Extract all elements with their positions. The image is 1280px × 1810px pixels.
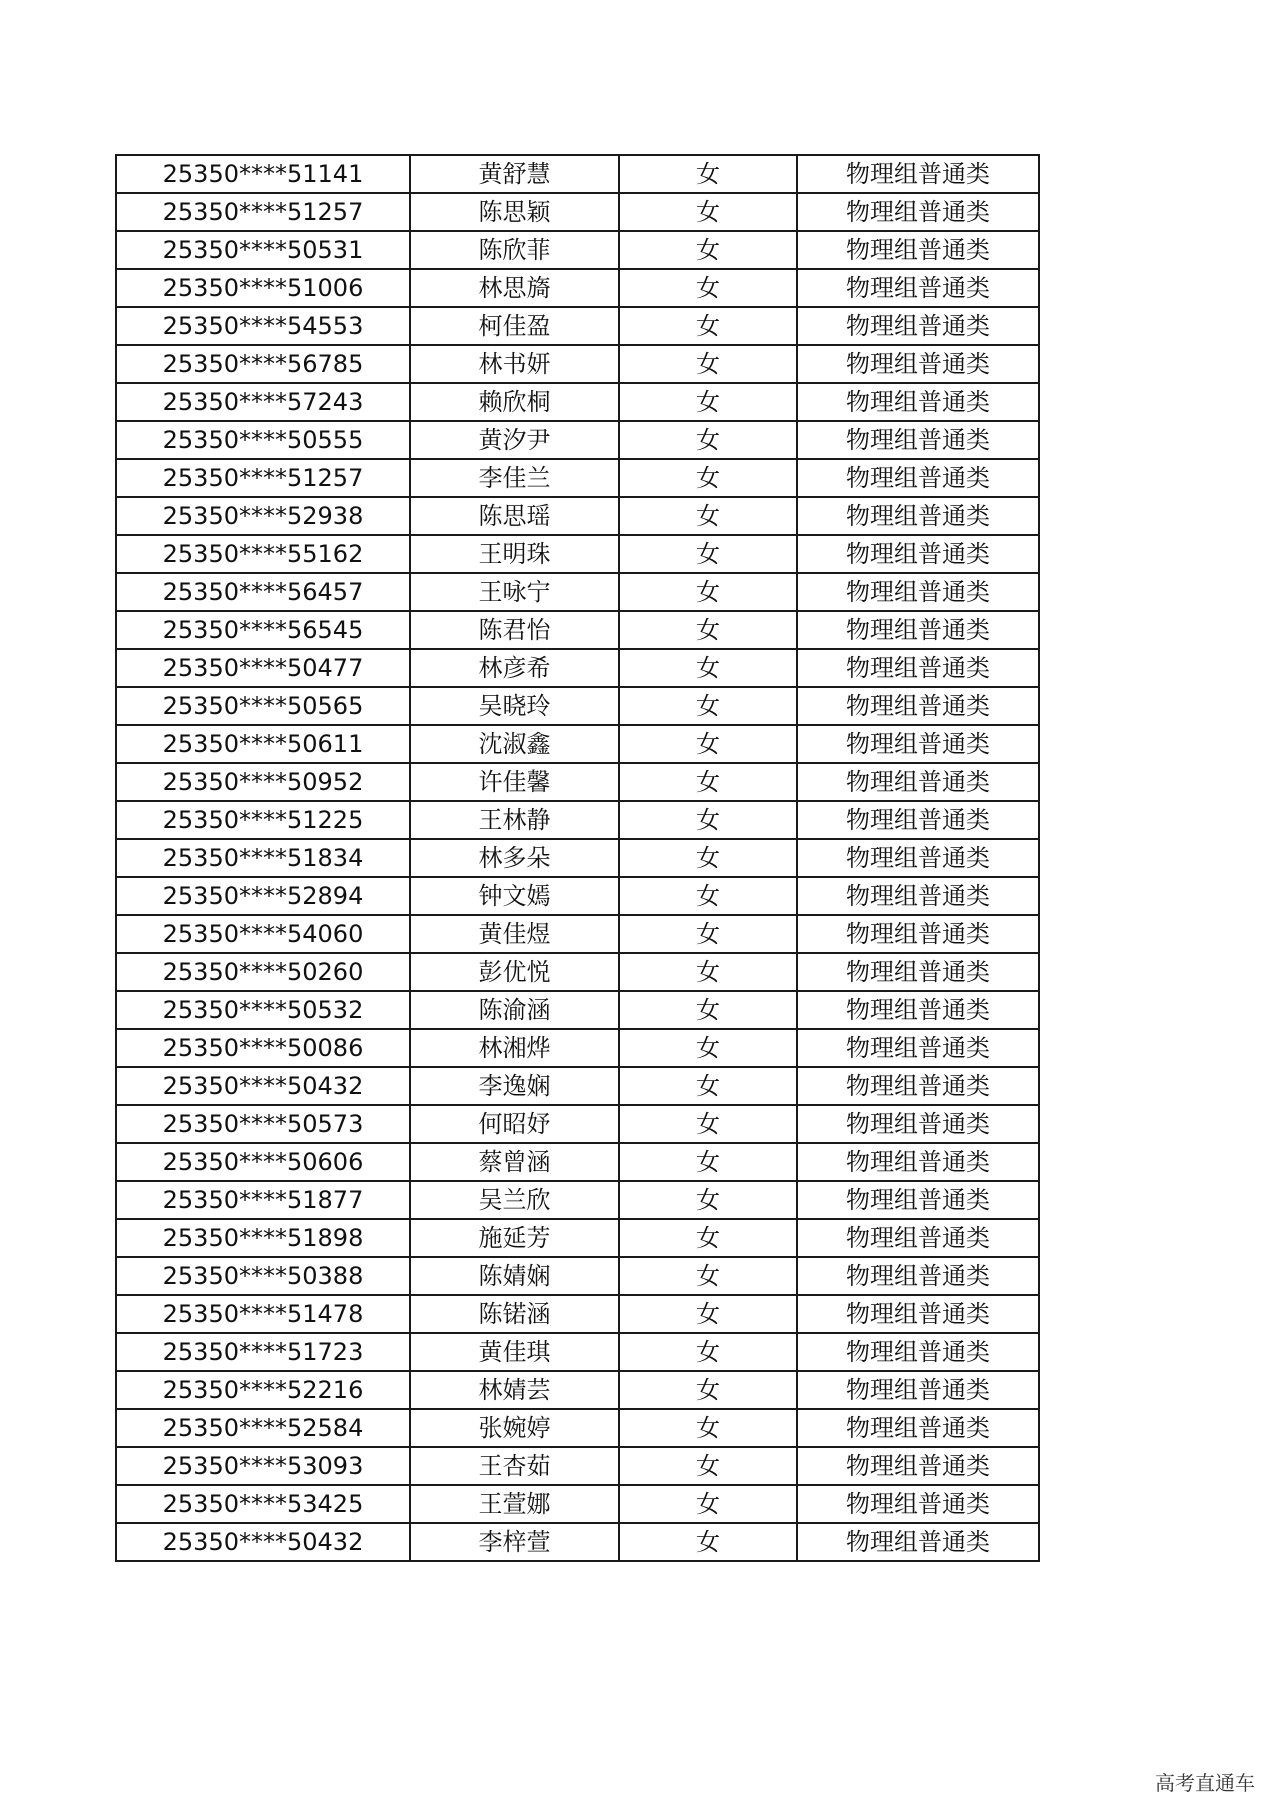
gender-cell: 女 <box>619 1029 797 1067</box>
student-name-cell: 陈锘涵 <box>410 1295 619 1333</box>
candidate-id-cell: 25350****50952 <box>116 763 410 801</box>
category-cell: 物理组普通类 <box>797 573 1039 611</box>
gender-cell: 女 <box>619 1371 797 1409</box>
gender-cell: 女 <box>619 839 797 877</box>
student-name-cell: 吴晓玲 <box>410 687 619 725</box>
gender-cell: 女 <box>619 383 797 421</box>
student-name-cell: 林多朵 <box>410 839 619 877</box>
candidate-id-cell: 25350****50531 <box>116 231 410 269</box>
table-row <box>116 915 1039 953</box>
gender-cell: 女 <box>619 725 797 763</box>
category-cell: 物理组普通类 <box>797 877 1039 915</box>
candidate-id-cell: 25350****51257 <box>116 459 410 497</box>
category-cell: 物理组普通类 <box>797 1371 1039 1409</box>
category-cell: 物理组普通类 <box>797 1447 1039 1485</box>
gender-cell: 女 <box>619 1067 797 1105</box>
category-cell: 物理组普通类 <box>797 345 1039 383</box>
category-cell: 物理组普通类 <box>797 231 1039 269</box>
candidate-id-cell: 25350****55162 <box>116 535 410 573</box>
gender-cell: 女 <box>619 1523 797 1561</box>
table-row <box>116 687 1039 725</box>
category-cell: 物理组普通类 <box>797 1181 1039 1219</box>
table-row <box>116 839 1039 877</box>
table-row <box>116 611 1039 649</box>
table-row <box>116 497 1039 535</box>
table-row <box>116 421 1039 459</box>
student-name-cell: 林思旖 <box>410 269 619 307</box>
category-cell: 物理组普通类 <box>797 497 1039 535</box>
admission-list-table <box>115 154 1040 1562</box>
category-cell: 物理组普通类 <box>797 1029 1039 1067</box>
candidate-id-cell: 25350****51141 <box>116 155 410 193</box>
category-cell: 物理组普通类 <box>797 459 1039 497</box>
gender-cell: 女 <box>619 155 797 193</box>
candidate-id-cell: 25350****50565 <box>116 687 410 725</box>
category-cell: 物理组普通类 <box>797 915 1039 953</box>
gender-cell: 女 <box>619 611 797 649</box>
student-name-cell: 赖欣桐 <box>410 383 619 421</box>
category-cell: 物理组普通类 <box>797 1485 1039 1523</box>
category-cell: 物理组普通类 <box>797 1219 1039 1257</box>
gender-cell: 女 <box>619 763 797 801</box>
table-row <box>116 307 1039 345</box>
student-name-cell: 张婉婷 <box>410 1409 619 1447</box>
candidate-id-cell: 25350****50606 <box>116 1143 410 1181</box>
gender-cell: 女 <box>619 1333 797 1371</box>
gender-cell: 女 <box>619 1257 797 1295</box>
table-row <box>116 1143 1039 1181</box>
candidate-id-cell: 25350****50086 <box>116 1029 410 1067</box>
candidate-id-cell: 25350****50432 <box>116 1067 410 1105</box>
gender-cell: 女 <box>619 1485 797 1523</box>
gender-cell: 女 <box>619 649 797 687</box>
admission-list-table-wrap <box>115 154 1040 1562</box>
table-row <box>116 649 1039 687</box>
table-row <box>116 231 1039 269</box>
table-row <box>116 459 1039 497</box>
student-name-cell: 吴兰欣 <box>410 1181 619 1219</box>
gender-cell: 女 <box>619 1181 797 1219</box>
table-row <box>116 573 1039 611</box>
student-name-cell: 王明珠 <box>410 535 619 573</box>
table-body <box>116 155 1039 1561</box>
student-name-cell: 李梓萱 <box>410 1523 619 1561</box>
candidate-id-cell: 25350****50532 <box>116 991 410 1029</box>
category-cell: 物理组普通类 <box>797 155 1039 193</box>
candidate-id-cell: 25350****56545 <box>116 611 410 649</box>
gender-cell: 女 <box>619 1143 797 1181</box>
category-cell: 物理组普通类 <box>797 839 1039 877</box>
student-name-cell: 黄舒慧 <box>410 155 619 193</box>
candidate-id-cell: 25350****51723 <box>116 1333 410 1371</box>
category-cell: 物理组普通类 <box>797 1523 1039 1561</box>
student-name-cell: 黄汐尹 <box>410 421 619 459</box>
student-name-cell: 黄佳琪 <box>410 1333 619 1371</box>
candidate-id-cell: 25350****50555 <box>116 421 410 459</box>
candidate-id-cell: 25350****56785 <box>116 345 410 383</box>
table-row <box>116 1523 1039 1561</box>
student-name-cell: 施延芳 <box>410 1219 619 1257</box>
table-row <box>116 535 1039 573</box>
table-row <box>116 345 1039 383</box>
category-cell: 物理组普通类 <box>797 725 1039 763</box>
category-cell: 物理组普通类 <box>797 1067 1039 1105</box>
student-name-cell: 钟文嫣 <box>410 877 619 915</box>
gender-cell: 女 <box>619 497 797 535</box>
table-row <box>116 193 1039 231</box>
candidate-id-cell: 25350****56457 <box>116 573 410 611</box>
table-row <box>116 383 1039 421</box>
gender-cell: 女 <box>619 1409 797 1447</box>
gender-cell: 女 <box>619 345 797 383</box>
candidate-id-cell: 25350****51898 <box>116 1219 410 1257</box>
gender-cell: 女 <box>619 421 797 459</box>
gender-cell: 女 <box>619 307 797 345</box>
student-name-cell: 蔡曾涵 <box>410 1143 619 1181</box>
student-name-cell: 沈淑鑫 <box>410 725 619 763</box>
gender-cell: 女 <box>619 687 797 725</box>
candidate-id-cell: 25350****51478 <box>116 1295 410 1333</box>
table-row <box>116 1295 1039 1333</box>
gender-cell: 女 <box>619 459 797 497</box>
student-name-cell: 陈君怡 <box>410 611 619 649</box>
student-name-cell: 陈思颖 <box>410 193 619 231</box>
student-name-cell: 黄佳煜 <box>410 915 619 953</box>
category-cell: 物理组普通类 <box>797 421 1039 459</box>
candidate-id-cell: 25350****52584 <box>116 1409 410 1447</box>
student-name-cell: 陈渝涵 <box>410 991 619 1029</box>
student-name-cell: 李佳兰 <box>410 459 619 497</box>
student-name-cell: 王萱娜 <box>410 1485 619 1523</box>
candidate-id-cell: 25350****50477 <box>116 649 410 687</box>
table-row <box>116 1485 1039 1523</box>
category-cell: 物理组普通类 <box>797 1409 1039 1447</box>
category-cell: 物理组普通类 <box>797 801 1039 839</box>
candidate-id-cell: 25350****54060 <box>116 915 410 953</box>
table-row <box>116 269 1039 307</box>
category-cell: 物理组普通类 <box>797 269 1039 307</box>
table-row <box>116 1257 1039 1295</box>
category-cell: 物理组普通类 <box>797 953 1039 991</box>
candidate-id-cell: 25350****50260 <box>116 953 410 991</box>
student-name-cell: 林湘烨 <box>410 1029 619 1067</box>
student-name-cell: 许佳馨 <box>410 763 619 801</box>
gender-cell: 女 <box>619 269 797 307</box>
gender-cell: 女 <box>619 573 797 611</box>
candidate-id-cell: 25350****52938 <box>116 497 410 535</box>
candidate-id-cell: 25350****50611 <box>116 725 410 763</box>
table-row <box>116 1409 1039 1447</box>
candidate-id-cell: 25350****52894 <box>116 877 410 915</box>
candidate-id-cell: 25350****53093 <box>116 1447 410 1485</box>
gender-cell: 女 <box>619 991 797 1029</box>
table-row <box>116 991 1039 1029</box>
table-row <box>116 1219 1039 1257</box>
student-name-cell: 柯佳盈 <box>410 307 619 345</box>
candidate-id-cell: 25350****53425 <box>116 1485 410 1523</box>
table-row <box>116 1029 1039 1067</box>
student-name-cell: 陈思瑶 <box>410 497 619 535</box>
candidate-id-cell: 25350****51877 <box>116 1181 410 1219</box>
gender-cell: 女 <box>619 801 797 839</box>
student-name-cell: 陈婧娴 <box>410 1257 619 1295</box>
category-cell: 物理组普通类 <box>797 649 1039 687</box>
watermark-text: 高考直通车 <box>1155 1771 1255 1795</box>
candidate-id-cell: 25350****52216 <box>116 1371 410 1409</box>
category-cell: 物理组普通类 <box>797 1143 1039 1181</box>
student-name-cell: 陈欣菲 <box>410 231 619 269</box>
student-name-cell: 王林静 <box>410 801 619 839</box>
gender-cell: 女 <box>619 1447 797 1485</box>
gender-cell: 女 <box>619 1219 797 1257</box>
gender-cell: 女 <box>619 193 797 231</box>
candidate-id-cell: 25350****54553 <box>116 307 410 345</box>
student-name-cell: 彭优悦 <box>410 953 619 991</box>
table-row <box>116 1181 1039 1219</box>
table-row <box>116 1067 1039 1105</box>
gender-cell: 女 <box>619 953 797 991</box>
category-cell: 物理组普通类 <box>797 763 1039 801</box>
category-cell: 物理组普通类 <box>797 1295 1039 1333</box>
gender-cell: 女 <box>619 877 797 915</box>
category-cell: 物理组普通类 <box>797 991 1039 1029</box>
category-cell: 物理组普通类 <box>797 1105 1039 1143</box>
table-row <box>116 1105 1039 1143</box>
category-cell: 物理组普通类 <box>797 611 1039 649</box>
gender-cell: 女 <box>619 1105 797 1143</box>
gender-cell: 女 <box>619 915 797 953</box>
student-name-cell: 何昭妤 <box>410 1105 619 1143</box>
student-name-cell: 李逸娴 <box>410 1067 619 1105</box>
table-row <box>116 763 1039 801</box>
gender-cell: 女 <box>619 1295 797 1333</box>
student-name-cell: 林彦希 <box>410 649 619 687</box>
table-row <box>116 1447 1039 1485</box>
table-row <box>116 801 1039 839</box>
category-cell: 物理组普通类 <box>797 1257 1039 1295</box>
category-cell: 物理组普通类 <box>797 193 1039 231</box>
candidate-id-cell: 25350****51225 <box>116 801 410 839</box>
table-row <box>116 877 1039 915</box>
table-row <box>116 1371 1039 1409</box>
gender-cell: 女 <box>619 535 797 573</box>
category-cell: 物理组普通类 <box>797 383 1039 421</box>
candidate-id-cell: 25350****50388 <box>116 1257 410 1295</box>
student-name-cell: 王咏宁 <box>410 573 619 611</box>
category-cell: 物理组普通类 <box>797 307 1039 345</box>
category-cell: 物理组普通类 <box>797 687 1039 725</box>
student-name-cell: 林书妍 <box>410 345 619 383</box>
category-cell: 物理组普通类 <box>797 1333 1039 1371</box>
candidate-id-cell: 25350****50573 <box>116 1105 410 1143</box>
category-cell: 物理组普通类 <box>797 535 1039 573</box>
table-row <box>116 155 1039 193</box>
candidate-id-cell: 25350****50432 <box>116 1523 410 1561</box>
candidate-id-cell: 25350****51257 <box>116 193 410 231</box>
gender-cell: 女 <box>619 231 797 269</box>
student-name-cell: 王杏茹 <box>410 1447 619 1485</box>
table-row <box>116 1333 1039 1371</box>
student-name-cell: 林婧芸 <box>410 1371 619 1409</box>
candidate-id-cell: 25350****51006 <box>116 269 410 307</box>
candidate-id-cell: 25350****57243 <box>116 383 410 421</box>
candidate-id-cell: 25350****51834 <box>116 839 410 877</box>
table-row <box>116 725 1039 763</box>
table-row <box>116 953 1039 991</box>
